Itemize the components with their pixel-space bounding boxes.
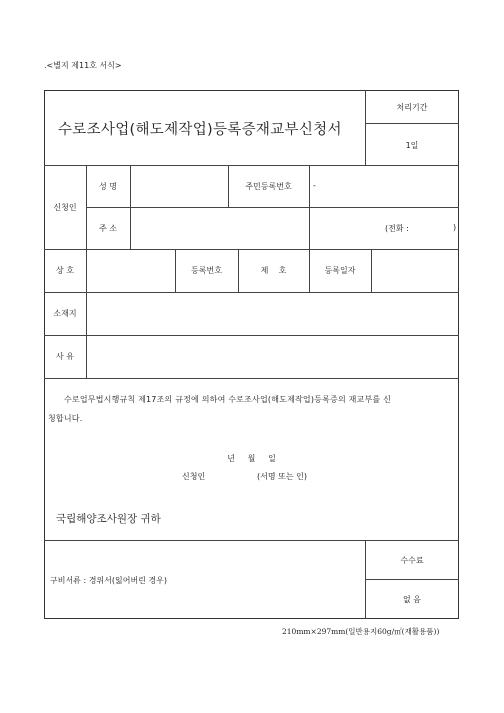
resident-number-label: 주민등록번호 xyxy=(245,182,292,191)
paper-spec: 210mm×297mm(일반용지60g/㎡(재활용품)) xyxy=(282,627,440,636)
divider xyxy=(365,579,459,580)
name-label: 성 명 xyxy=(99,182,117,191)
fee-value: 없 음 xyxy=(403,595,421,604)
divider xyxy=(130,165,131,249)
divider xyxy=(309,165,310,249)
divider xyxy=(44,335,459,336)
location-label: 소재지 xyxy=(53,309,77,318)
phone-label: (전화 : xyxy=(385,224,409,233)
divider xyxy=(44,292,459,293)
addressee: 국립해양조사원장 귀하 xyxy=(56,513,161,525)
statement-line-2: 청합니다. xyxy=(48,414,83,423)
statement-line-1: 수로업무법시행규칙 제17조의 규정에 의하여 수로조사업(해도제작업)등록증의 재교부를 신 xyxy=(64,395,392,404)
divider xyxy=(86,165,87,378)
divider xyxy=(365,540,366,619)
phone-close: ) xyxy=(453,223,457,232)
resident-number-field[interactable]: - xyxy=(313,181,316,190)
date-line: 년 월 일 xyxy=(227,454,276,463)
applicant-sign-label: 신청인 xyxy=(182,472,206,481)
divider xyxy=(365,123,459,124)
divider xyxy=(44,165,459,166)
divider xyxy=(44,378,459,379)
form-number: .<별지 제11호 서식> xyxy=(44,61,122,70)
divider xyxy=(44,540,459,541)
form-title: 수로조사업(해도제작업)등록증재교부신청서 xyxy=(58,122,342,138)
sign-or-seal-label: (서명 또는 인) xyxy=(257,472,307,481)
divider xyxy=(86,207,459,208)
registration-date-label: 등록일자 xyxy=(324,266,356,275)
applicant-section-label: 신청인 xyxy=(53,203,77,212)
reason-label: 사 유 xyxy=(56,352,74,361)
registration-number-value[interactable]: 제 호 xyxy=(260,266,287,275)
required-documents: 구비서류 : 경위서(잃어버린 경우) xyxy=(50,576,168,585)
address-label: 주 소 xyxy=(99,224,117,233)
divider xyxy=(44,249,459,250)
trade-name-label: 상 호 xyxy=(56,266,74,275)
divider xyxy=(371,249,372,292)
processing-period-label: 처리기간 xyxy=(396,103,428,112)
registration-number-label: 등록번호 xyxy=(191,266,222,275)
fee-label: 수수료 xyxy=(400,556,424,565)
processing-period-value: 1일 xyxy=(405,141,419,150)
